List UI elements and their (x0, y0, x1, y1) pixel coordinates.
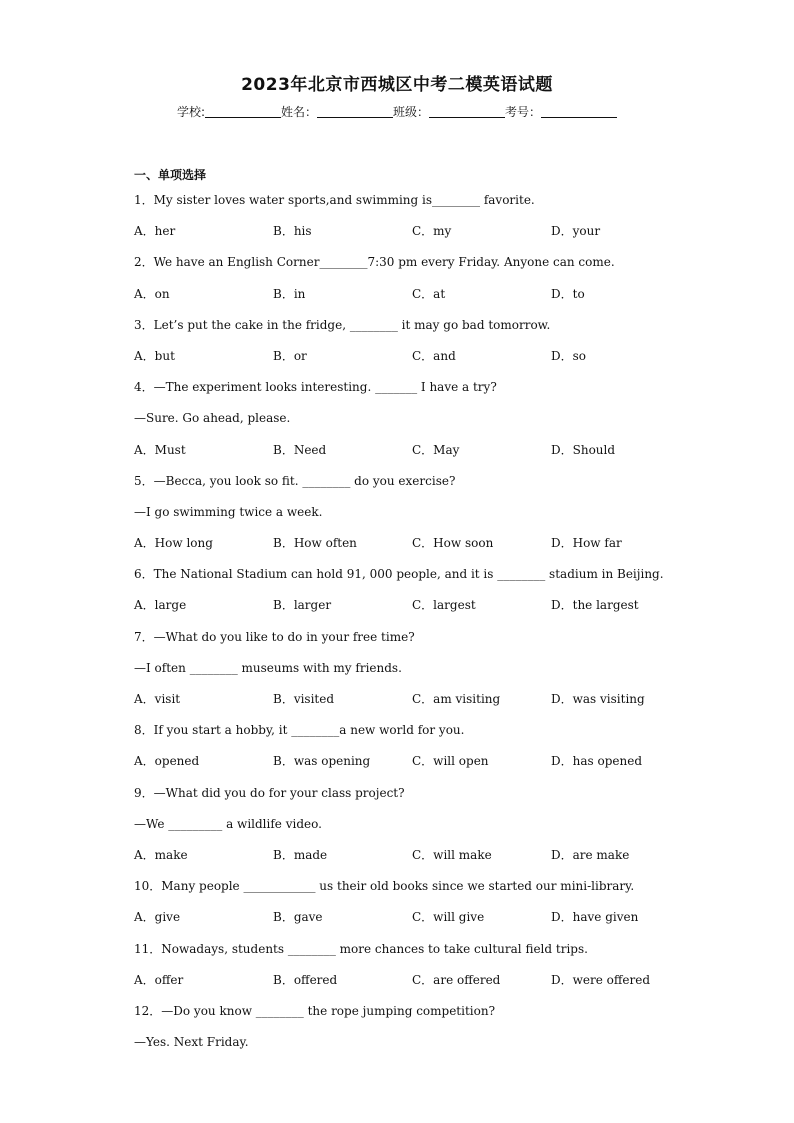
option-c: C．am visiting (412, 692, 501, 706)
option-d: D．are make (551, 847, 630, 862)
option-row (134, 902, 694, 933)
option-c: C．will open (412, 754, 489, 769)
option-row (134, 746, 694, 777)
question-stem: 3．Let’s put the cake in the fridge, ________ it may go bad tomorrow. (134, 317, 551, 332)
question-2 (134, 247, 694, 309)
question-stem: 1．My sister loves water sports,and swimming is________ favorite. (134, 193, 535, 207)
question-11 (134, 934, 694, 996)
school-blank (205, 105, 281, 118)
option-a: A．give (134, 910, 181, 925)
question-stem: 11．Nowadays, students ________ more chances to take cultural field trips. (134, 941, 588, 956)
question-stem: 12．—Do you know ________ the rope jumping competition? (134, 1003, 496, 1018)
option-b: B．larger (273, 598, 332, 613)
option-c: C．How soon (412, 536, 494, 551)
option-c: C．and (412, 348, 456, 363)
option-a: A．make (134, 847, 188, 862)
option-c: C．are offered (412, 972, 501, 987)
option-b: B．made (273, 847, 328, 862)
option-d: D．have given (551, 910, 639, 925)
question-4 (134, 372, 694, 466)
school-field (177, 103, 281, 120)
option-a: A．large (134, 598, 187, 613)
option-b: B．or (273, 348, 307, 363)
question-7 (134, 622, 694, 716)
question-stem: 2．We have an English Corner________7:30 pm every Friday. Anyone can come. (134, 255, 615, 270)
option-row (134, 590, 694, 621)
option-d: D．your (551, 224, 601, 239)
option-b: B．his (273, 224, 312, 239)
question-stem: 4．—The experiment looks interesting. _______ I have a try? (134, 380, 497, 395)
option-a: A．How long (134, 536, 213, 551)
option-c: C．largest (412, 598, 476, 613)
exam-number-blank (541, 105, 617, 118)
option-d: D．so (551, 348, 587, 363)
question-1 (134, 185, 694, 247)
option-b: B．visited (273, 692, 335, 706)
exam-number-label: 考号： (505, 105, 542, 119)
option-b: B．in (273, 286, 306, 301)
question-12 (134, 996, 694, 1058)
student-info-row (0, 103, 794, 120)
question-dialogue-line: —We _________ a wildlife video. (134, 816, 322, 831)
option-a: A．but (134, 348, 175, 363)
option-row (134, 435, 694, 466)
class-label: 班级： (393, 105, 430, 119)
question-5 (134, 466, 694, 560)
option-c: C．my (412, 224, 452, 239)
question-stem: 7．—What do you like to do in your free time? (134, 629, 415, 644)
option-d: D．the largest (551, 598, 639, 613)
option-d: D．has opened (551, 754, 642, 769)
option-c: C．at (412, 286, 446, 301)
option-row (134, 684, 694, 715)
question-stem: 8．If you start a hobby, it ________a new world for you. (134, 723, 465, 738)
option-a: A．offer (134, 972, 184, 987)
option-d: D．How far (551, 536, 622, 551)
option-a: A．Must (134, 442, 186, 457)
option-b: B．How often (273, 536, 357, 551)
exam-number-field (505, 103, 617, 120)
option-a: A．on (134, 286, 170, 301)
option-d: D．was visiting (551, 692, 645, 706)
question-8 (134, 715, 694, 777)
question-dialogue-line: —I often ________ museums with my friends. (134, 660, 402, 675)
option-row (134, 279, 694, 310)
page-title: 2023年北京市西城区中考二模英语试题 (241, 75, 553, 95)
option-row (134, 840, 694, 871)
question-dialogue-line: —I go swimming twice a week. (134, 504, 323, 519)
option-c: C．will give (412, 910, 485, 925)
question-stem: 5．—Becca, you look so fit. ________ do you exercise? (134, 473, 456, 488)
class-blank (429, 105, 505, 118)
option-row (134, 341, 694, 372)
section-title: 一、单项选择 (134, 168, 207, 182)
option-c: C．will make (412, 847, 492, 862)
option-d: D．Should (551, 442, 616, 457)
option-row (134, 528, 694, 559)
question-stem: 10．Many people ____________ us their old books since we started our mini-library. (134, 879, 635, 894)
option-d: D．were offered (551, 972, 651, 987)
question-9 (134, 778, 694, 872)
option-b: B．was opening (273, 754, 371, 769)
question-stem: 6．The National Stadium can hold 91, 000 people, and it is ________ stadium in Beijing. (134, 567, 664, 582)
option-row (134, 216, 694, 247)
option-b: B．gave (273, 910, 323, 925)
option-a: A．opened (134, 754, 200, 769)
option-row (134, 965, 694, 996)
question-dialogue-line: —Sure. Go ahead, please. (134, 411, 291, 426)
question-stem: 9．—What did you do for your class project? (134, 785, 405, 800)
school-label: 学校: (176, 105, 205, 119)
name-field (281, 103, 393, 120)
option-c: C．May (412, 442, 460, 457)
name-label: 姓名： (281, 105, 318, 119)
option-b: B．offered (273, 972, 338, 987)
question-6 (134, 559, 694, 621)
option-d: D．to (551, 286, 585, 301)
class-field (393, 103, 505, 120)
name-blank (317, 105, 393, 118)
question-10 (134, 871, 694, 933)
question-dialogue-line: —Yes. Next Friday. (134, 1035, 249, 1050)
option-a: A．her (134, 224, 176, 239)
option-a: A．visit (134, 692, 181, 706)
question-list (134, 185, 694, 1058)
question-3 (134, 310, 694, 372)
option-b: B．Need (273, 442, 327, 457)
